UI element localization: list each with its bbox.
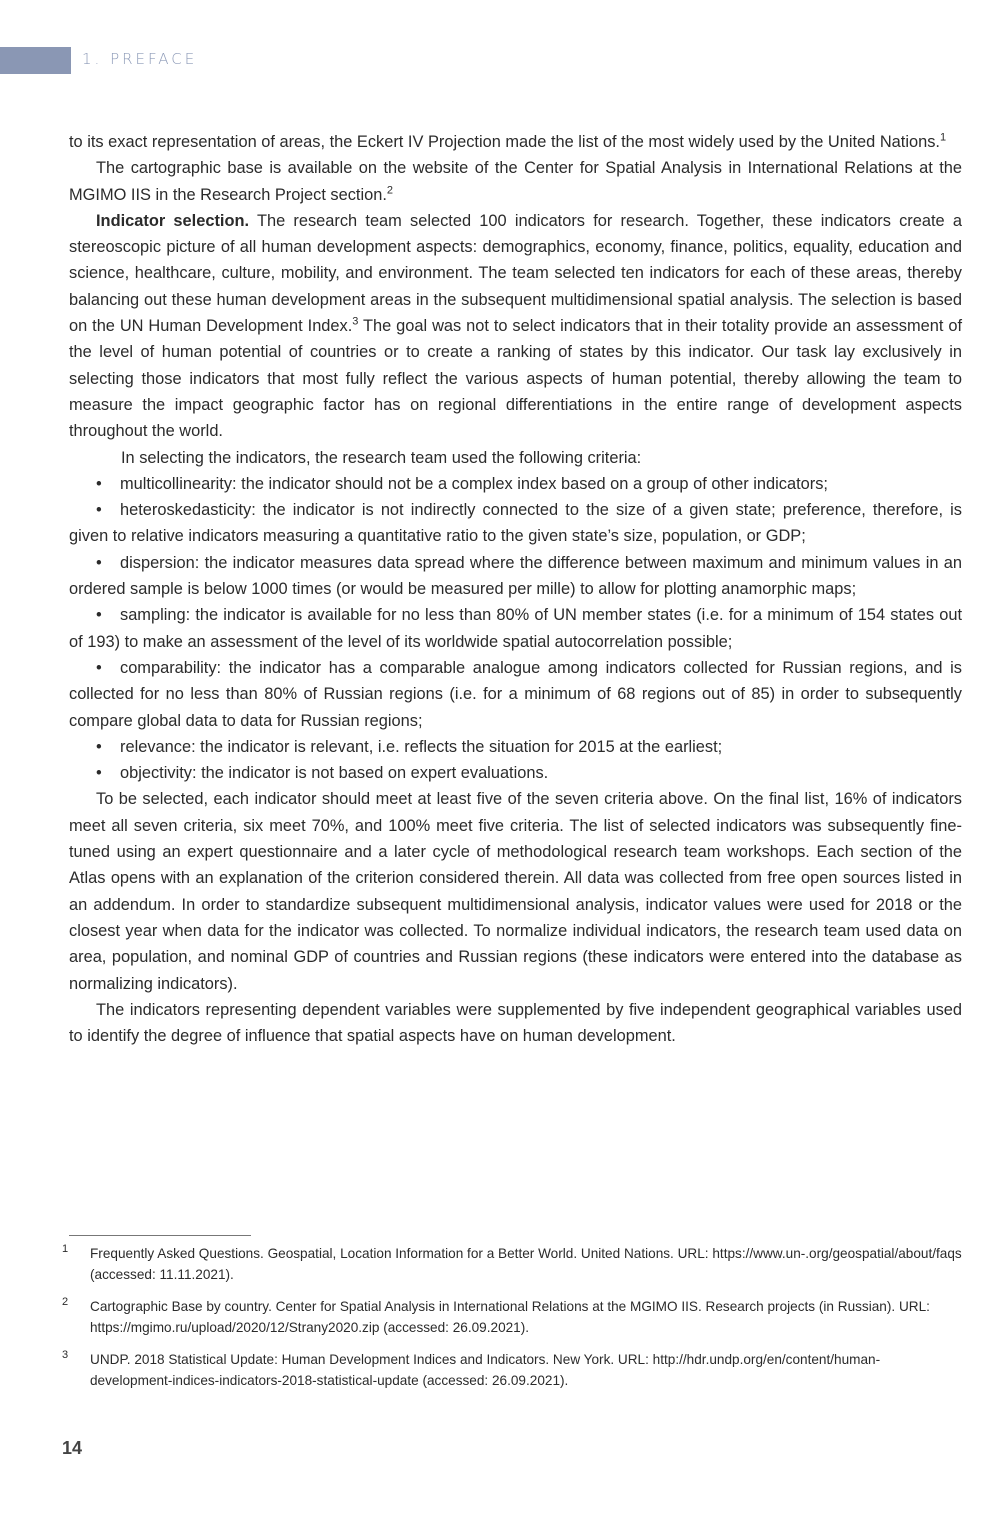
criteria-item: • heteroskedasticity: the indicator is not indirectly connected to the size of a given state; preference, therefore, is given to relative indicators measuring a quantitative ratio to the given state’s size, population, or GDP; [69,497,962,550]
paragraph-independent-variables: The indicators representing dependent variables were supplemented by five independent geographical variables used to identify the degree of influence that spatial aspects have on human development. [69,1000,962,1046]
paragraph-continuation: to its exact representation of areas, the Eckert IV Projection made the list of the most widely used by the United Nations.$^1$ [69,131,947,151]
paragraph-heading: Indicator selection. [96,211,250,230]
bullet-icon: • [96,553,102,572]
paragraph-cartographic-base: The cartographic base is available on the website of the Center for Spatial Analysis in International Relations at the MGIMO IIS in the Research Project section.$^2$ [69,159,962,204]
footnote-2: 2 Cartographic Base by country. Center for Spatial Analysis in International Relations at the MGIMO IIS. Research projects (in Russian). URL: https://mgimo.ru/upload/2020/12/Strany2020.zip (accessed: 26.09.2021). [62,1296,930,1335]
footnote-ref-3[interactable]: 3 [352,315,359,328]
criteria-intro: In selecting the indicators, the research team used the following criteria: [121,448,642,467]
footnote-1: 1 Frequently Asked Questions. Geospatial, Location Information for a Better World. United Nations. URL: https://www.un-.org/geospatial/about/faqs (accessed: 11.11.2021). [62,1243,962,1282]
paragraph-selection-result: To be selected, each indicator should meet at least five of the seven criteria above. On the final list, 16% of indicators meet all seven criteria, six meet 70%, and 100% meet five criteria. The list of selected indicators was subsequently fine-tuned using an expert questionnaire and a later cycle of methodological research team workshops. Each section of the Atlas opens with an explanation of the criterion considered therein. All data was collected from free open sources listed in an addendum. In order to standardize subsequent multidimensional analysis, indicator values were used for 2018 or the closest year when data for the indicator was collected. To normalize individual indicators, the research team used data on area, population, and nominal GDP of countries and Russian regions (these indicators were entered into the database as normalizing indicators). [69,790,962,993]
bullet-icon: • [96,764,102,783]
criteria-item: • multicollinearity: the indicator should not be a complex index based on a group of other indicators; [69,471,962,497]
criteria-item: • dispersion: the indicator measures data spread where the difference between maximum and minimum values in an ordered sample is below 1000 times (or would be measured per mille) to allow for plotting anamorphic maps; [69,550,962,603]
bullet-icon: • [96,737,102,756]
running-header: 1. PREFACE [82,50,198,68]
bullet-icon: • [96,474,102,493]
footnote-ref-1[interactable]: 1 [939,131,947,144]
section-color-tab [0,47,71,74]
bullet-icon: • [96,658,102,677]
footnote-3: 3 UNDP. 2018 Statistical Update: Human Development Indices and Indicators. New York. URL: http://hdr.undp.org/en/content/human-development-indices-indicators-2018-statistical-update (accessed: 26.09.2021). [62,1349,881,1388]
bullet-icon: • [96,606,102,625]
page-number: 14 [62,1438,83,1458]
footnotes [62,1243,962,1402]
criteria-item: • relevance: the indicator is relevant, i.e. reflects the situation for 2015 at the earliest; [69,734,962,760]
body-text [69,129,962,1049]
criteria-item: • comparability: the indicator has a comparable analogue among indicators collected for Russian regions, and is collected for no less than 80% of Russian regions (i.e. for a minimum of 68 regions out of 85) in order to subsequently compare global data to data for Russian regions; [69,655,962,734]
paragraph-indicator-selection: Indicator selection. The research team selected 100 indicators for research. Together, these indicators create a stereoscopic picture of all human development aspects: demographics, economy, finance, politics, equality, education and science, healthcare, culture, mobility, and environment. The team selected ten indicators for each of these areas, thereby balancing out these human development areas in the subsequent multidimensional spatial analysis. The selection is based on the UN Human Development Index.$^3$ The goal was not to select indicators that in their totality provide an assessment of the level of human potential of countries or to create a ranking of states by this indicator. Our task lay exclusively in selecting those indicators that most fully reflect the various aspects of human potential, thereby allowing the team to measure the impact geographic factor has on regional differentiations in the entire range of development aspects throughout the world. [69,211,962,441]
criteria-item: • sampling: the indicator is available for no less than 80% of UN member states (i.e. for a minimum of 154 states out of 193) to make an assessment of the level of its worldwide spatial autocorrelation possible; [69,602,962,655]
footnote-ref-2[interactable]: 2 [386,184,394,197]
criteria-item: • objectivity: the indicator is not based on expert evaluations. [69,760,962,786]
bullet-icon: • [96,501,102,520]
footnote-separator [69,1235,251,1236]
